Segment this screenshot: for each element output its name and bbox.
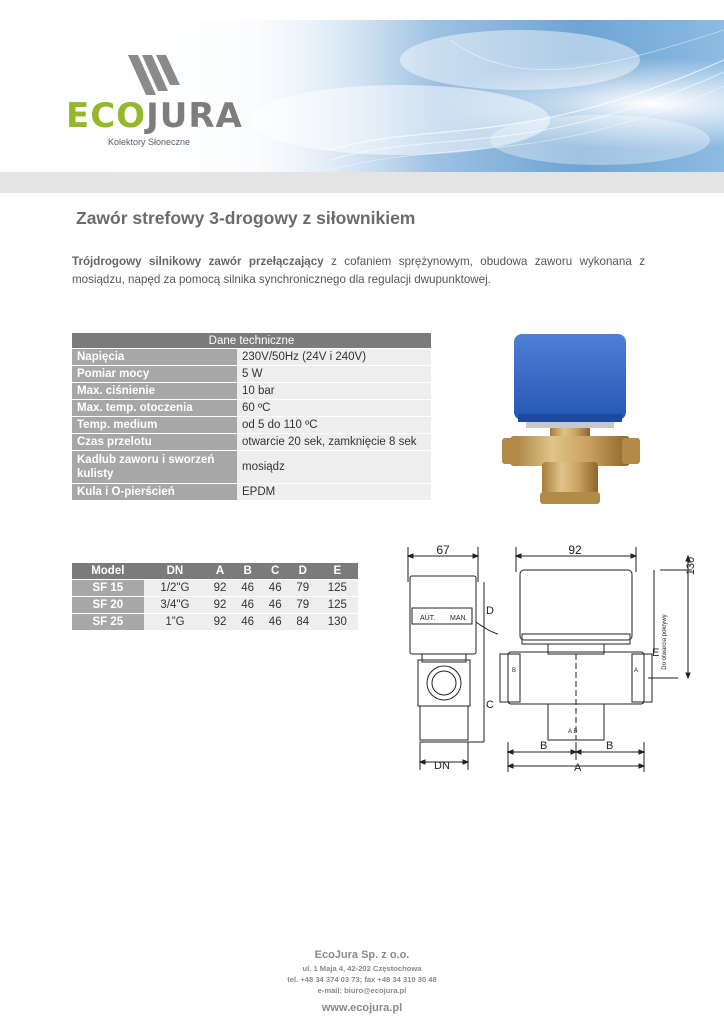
tech-key: Max. ciśnienie [72, 383, 237, 400]
d-cell: 79 [289, 580, 317, 597]
table-row [72, 597, 358, 614]
intro-rest: z cofaniem sprężynowym, obudowa zaworu wykonana z mosiądzu, napęd za pomocą silnika synchronicznego dla regulacji dwupunktowej. [72, 255, 645, 286]
tech-value: 230V/50Hz (24V i 240V) [237, 349, 431, 366]
a-cell: 92 [206, 597, 234, 614]
model-cell: SF 15 [72, 580, 144, 597]
footer-address: ul. 1 Maja 4, 42-202 Częstochowa [302, 964, 422, 973]
port-b-label: B [512, 668, 517, 674]
tech-value: mosiądz [237, 451, 431, 484]
tech-value: 10 bar [237, 383, 431, 400]
model-header-row [72, 563, 358, 580]
table-row [72, 580, 358, 597]
model-cell: SF 25 [72, 614, 144, 631]
tech-key: Napięcia [72, 349, 237, 366]
tech-value: 60 ºC [237, 400, 431, 417]
e-cell: 125 [317, 597, 358, 614]
tech-value: otwarcie 20 sek, zamknięcie 8 sek [237, 434, 431, 451]
model-cell: SF 20 [72, 597, 144, 614]
a-cell: 92 [206, 614, 234, 631]
model-table [72, 563, 358, 630]
c-cell: 46 [261, 580, 289, 597]
b-cell: 46 [234, 614, 262, 631]
table-row [72, 366, 431, 383]
tech-value: od 5 do 110 ºC [237, 417, 431, 434]
footer-website-link[interactable]: www.ecojura.pl [321, 1002, 403, 1014]
footer-email[interactable]: e-mail: biuro@ecojura.pl [317, 986, 407, 995]
tech-key: Kadłub zaworu i sworzeń kulisty [72, 451, 237, 484]
table-row [72, 451, 431, 484]
a-cell: 92 [206, 580, 234, 597]
d-cell: 79 [289, 597, 317, 614]
header-banner [0, 0, 724, 193]
man-label: MAN. [450, 615, 468, 622]
port-ab-label: A B [568, 729, 578, 735]
e-cell: 130 [317, 614, 358, 631]
intro-paragraph [72, 253, 645, 289]
footer-phone: tel. +48 34 374 03 73; fax +48 34 310 30 48 [287, 975, 437, 984]
col-header: DN [144, 563, 207, 580]
tech-key: Pomiar mocy [72, 366, 237, 383]
logo-subtitle: Kolektory Słoneczne [108, 137, 191, 147]
dn-label: DN [434, 760, 450, 772]
col-header: Model [72, 563, 144, 580]
intro-bold: Trójdrogowy silnikowy zawór przełączający [72, 255, 324, 268]
c-label: C [486, 699, 494, 711]
col-header: E [317, 563, 358, 580]
tech-table-header: Dane techniczne [72, 333, 431, 349]
logo-stripes-icon [128, 53, 188, 97]
table-row [72, 417, 431, 434]
b-label-left: B [540, 740, 548, 752]
col-header: D [289, 563, 317, 580]
port-a-label: A [634, 668, 639, 674]
dim-92-label: 92 [568, 543, 582, 557]
table-row [72, 434, 431, 451]
valve-photo [496, 330, 646, 508]
c-cell: 46 [261, 614, 289, 631]
footer-company: EcoJura Sp. z o.o. [314, 949, 410, 961]
dim-67-label: 67 [436, 543, 450, 557]
aut-label: AUT. [420, 615, 436, 622]
ecojura-logo [66, 53, 256, 153]
table-row [72, 400, 431, 417]
tech-value: 5 W [237, 366, 431, 383]
e-cell: 125 [317, 580, 358, 597]
tech-key: Kula i O-pierścień [72, 484, 237, 501]
technical-drawing [398, 542, 698, 772]
table-row [72, 383, 431, 400]
tech-key: Temp. medium [72, 417, 237, 434]
b-cell: 46 [234, 597, 262, 614]
table-row [72, 349, 431, 366]
col-header: B [234, 563, 262, 580]
a-label: A [574, 762, 582, 772]
dim-130-label: 130 [685, 556, 697, 576]
tech-table [72, 333, 431, 500]
col-header: C [261, 563, 289, 580]
tech-value: EPDM [237, 484, 431, 501]
tech-key: Max. temp. otoczenia [72, 400, 237, 417]
col-header: A [206, 563, 234, 580]
d-cell: 84 [289, 614, 317, 631]
dn-cell: 1”G [144, 614, 207, 631]
side-note-label: Do otwarcia pokrywy [662, 614, 668, 670]
b-label-right: B [606, 740, 614, 752]
c-cell: 46 [261, 597, 289, 614]
logo-wordmark [66, 96, 243, 136]
e-label: E [652, 647, 660, 659]
dn-cell: 1/2"G [144, 580, 207, 597]
d-label: D [486, 605, 494, 617]
tech-key: Czas przelotu [72, 434, 237, 451]
table-row [72, 484, 431, 501]
footer [0, 948, 724, 1014]
table-row [72, 614, 358, 631]
logo-eco: ECO [66, 96, 147, 136]
dn-cell: 3/4"G [144, 597, 207, 614]
b-cell: 46 [234, 580, 262, 597]
logo-jura: JURA [146, 96, 243, 136]
page-title: Zawór strefowy 3-drogowy z siłownikiem [76, 208, 416, 228]
